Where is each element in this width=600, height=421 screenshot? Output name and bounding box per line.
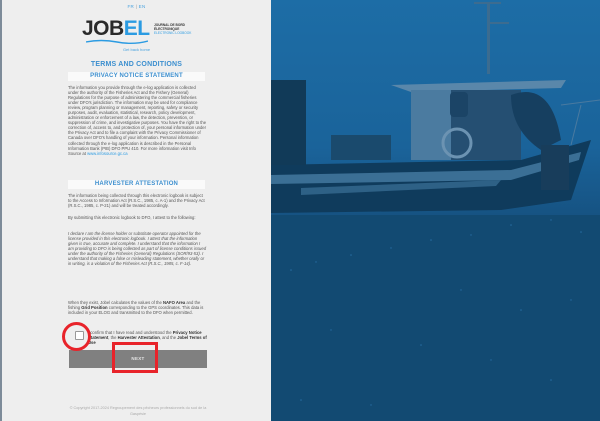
page-title: TERMS AND CONDITIONS <box>90 61 183 68</box>
boat-illustration <box>271 0 600 421</box>
wave-icon <box>86 39 148 44</box>
fishing-boat-photo <box>271 0 600 421</box>
consent-label[interactable]: I confirm that I have read and understood the Privacy Notice Statement, the Harvester Attestation, and the Jobel Terms of Use <box>88 330 207 346</box>
language-switch <box>2 4 271 9</box>
privacy-text: The information you provide through the e-log application is collected under the authority of the Fisheries Act and the Fishery (General) Regulations for the purpose of administering the commercial fisheries under DFO's jurisdiction. The information may be used for compliance review, program planning or management, reporting, safety or security purposes, audit, evaluation, statistical, research, policy development, administration or enforcement of a law, the detection, prevention, or suppression of crime, and investigative purposes. You have the right to the correction of, access to, and protection of, your personal information under the Privacy Act and to file a complaint with the Privacy Commissioner of Canada over DFO's handling of your information. Personal information collected through the e-log application is described in the Personal Information Bank (PIB) DFO PPU 410. For more information visit Info Source at www.infosource.gc.ca <box>68 85 207 156</box>
lang-fr-link[interactable]: FR <box>127 4 135 9</box>
attestation-para-2: By submitting this electronic logbook to DFO, I attest to the following: <box>68 215 196 220</box>
attestation-para-1: The information being collected through this electronic logbook is subject to the Access to Information Act (R.S.C., 1985, c. A-1) and the Privacy Act (R.S.C., 1985, c. P-21) and will be treated accordingly. <box>68 193 205 209</box>
consent-checkbox[interactable] <box>75 331 84 340</box>
lang-en-link[interactable]: EN <box>138 4 146 9</box>
consent-row <box>73 330 209 348</box>
logo-wordmark: JOBEL <box>82 17 150 40</box>
lang-separator: | <box>135 4 138 9</box>
next-button[interactable]: NEXT <box>69 350 207 368</box>
jobel-logo[interactable] <box>82 18 192 44</box>
copyright-footer: © Copyright 2017-2024 Regroupement des pêcheurs professionnels du sud de la Gaspésie <box>69 406 207 416</box>
logo-tagline: JOURNAL DE BORD ÉLECTRONIQUE ELECTRONIC LOGBOOK <box>154 23 192 35</box>
infosource-link[interactable]: www.infosource.gc.ca <box>87 150 128 156</box>
home-link[interactable]: Get back home <box>122 47 151 52</box>
terms-panel <box>2 0 271 421</box>
privacy-heading: PRIVACY NOTICE STATEMENT <box>68 72 205 81</box>
attestation-declaration: I declare I am the license holder or substitute operator appointed for the license provided in this electronic logbook. I attest that the information given is true, accurate and complete. I understand that the information I am providing to DFO is being collected as part of license conditions issued under the authority of the Fisheries (General) Regulations (SOR/93-53). I understand that making a false or misleading statement, whether orally or in writing, is a violation of the Fisheries Act (R.S.C., 1985, c. F-14). <box>68 231 207 267</box>
attestation-heading: HARVESTER ATTESTATION <box>68 180 205 189</box>
nafo-info-text: When they exist, Jobel calculates the values of the NAFO Area and the fishing Grid Position corresponding to the GPS coordinates. This data is included in your ELOG and transmitted to the DFO when permitted. <box>68 300 204 316</box>
